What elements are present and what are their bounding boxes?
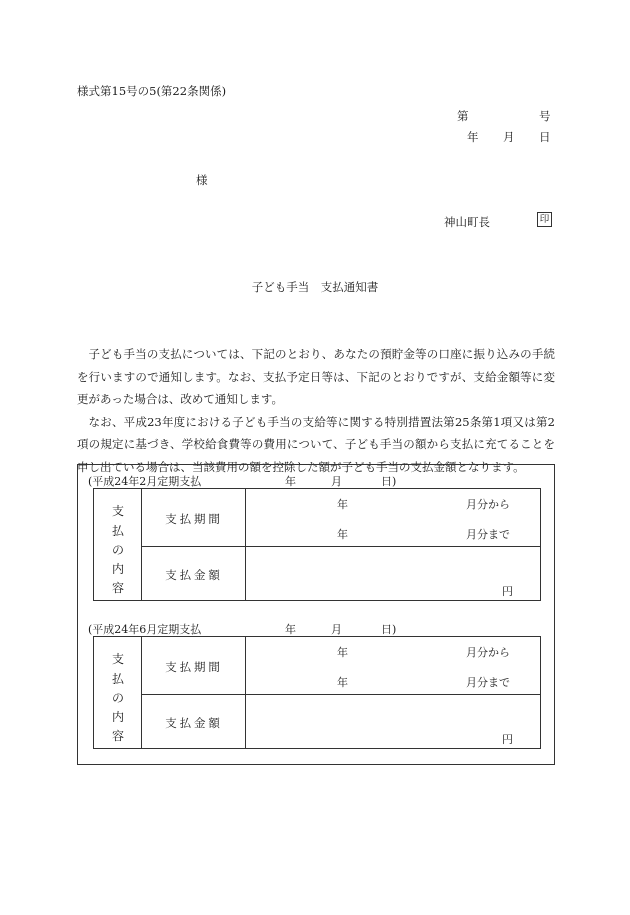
section-heading: (平成24年2月定期支払 [88, 475, 202, 488]
document-title: 子ども手当 支払通知書 [251, 280, 379, 294]
issue-date-year: 年 [467, 130, 479, 144]
side-label-char: 払 [111, 672, 124, 686]
side-label-char: の [111, 543, 124, 557]
payment-table [93, 636, 541, 749]
payment-details-box [77, 464, 555, 765]
payment-amount-label: 支払金額 [165, 568, 223, 582]
side-label-char: 支 [111, 652, 124, 666]
amount-unit: 円 [502, 733, 513, 746]
period-to-year: 年 [337, 676, 348, 689]
section-heading: (平成24年6月定期支払 [88, 623, 202, 636]
side-label-char: 内 [111, 710, 124, 724]
form-number: 様式第15号の5(第22条関係) [77, 84, 227, 98]
notice-body [77, 343, 555, 478]
side-label-char: の [111, 691, 124, 705]
side-label-column [94, 637, 142, 748]
issuer-name: 神山町長 [444, 215, 490, 229]
payment-period-label: 支払期間 [165, 512, 223, 526]
payment-table [93, 488, 541, 601]
recipient-honorific: 様 [196, 173, 208, 187]
payment-amount-label: 支払金額 [165, 716, 223, 730]
issue-date-month: 月 [503, 130, 515, 144]
side-label-char: 容 [111, 729, 124, 743]
period-to-month: 月分まで [466, 528, 510, 541]
period-from-year: 年 [337, 646, 348, 659]
section-heading-year: 年 [285, 623, 296, 636]
document-number-suffix: 号 [539, 109, 551, 123]
section-heading-month: 月 [331, 475, 342, 488]
side-label-column [94, 489, 142, 600]
document-number-prefix: 第 [457, 109, 469, 123]
body-paragraph-1: 子ども手当の支払については、下記のとおり、あなたの預貯金等の口座に振り込みの手続を行いますので通知します。なお、支払予定日等は、下記のとおりですが、支給金額等に変更があった場合は、改めて通知します。 [77, 347, 555, 406]
issue-date-day: 日 [539, 130, 551, 144]
period-from-year: 年 [337, 498, 348, 511]
section-heading-day: 日) [381, 475, 397, 488]
side-label-char: 容 [111, 581, 124, 595]
period-from-month: 月分から [466, 498, 510, 511]
seal-stamp-icon: 印 [537, 212, 552, 227]
period-to-month: 月分まで [466, 676, 510, 689]
side-label-char: 払 [111, 524, 124, 538]
section-heading-day: 日) [381, 623, 397, 636]
section-heading-year: 年 [285, 475, 296, 488]
amount-unit: 円 [502, 585, 513, 598]
payment-period-label: 支払期間 [165, 660, 223, 674]
section-heading-month: 月 [331, 623, 342, 636]
side-label-char: 内 [111, 562, 124, 576]
side-label-char: 支 [111, 504, 124, 518]
period-from-month: 月分から [466, 646, 510, 659]
period-to-year: 年 [337, 528, 348, 541]
body-paragraph-2: なお、平成23年度における子ども手当の支給等に関する特別措置法第25条第1項又は第2項の規定に基づき、学校給食費等の費用について、子ども手当の額から支払に充てることを申し出ている場合は、当該費用の額を控除した額が子ども手当の支払金額となります。 [77, 414, 555, 474]
